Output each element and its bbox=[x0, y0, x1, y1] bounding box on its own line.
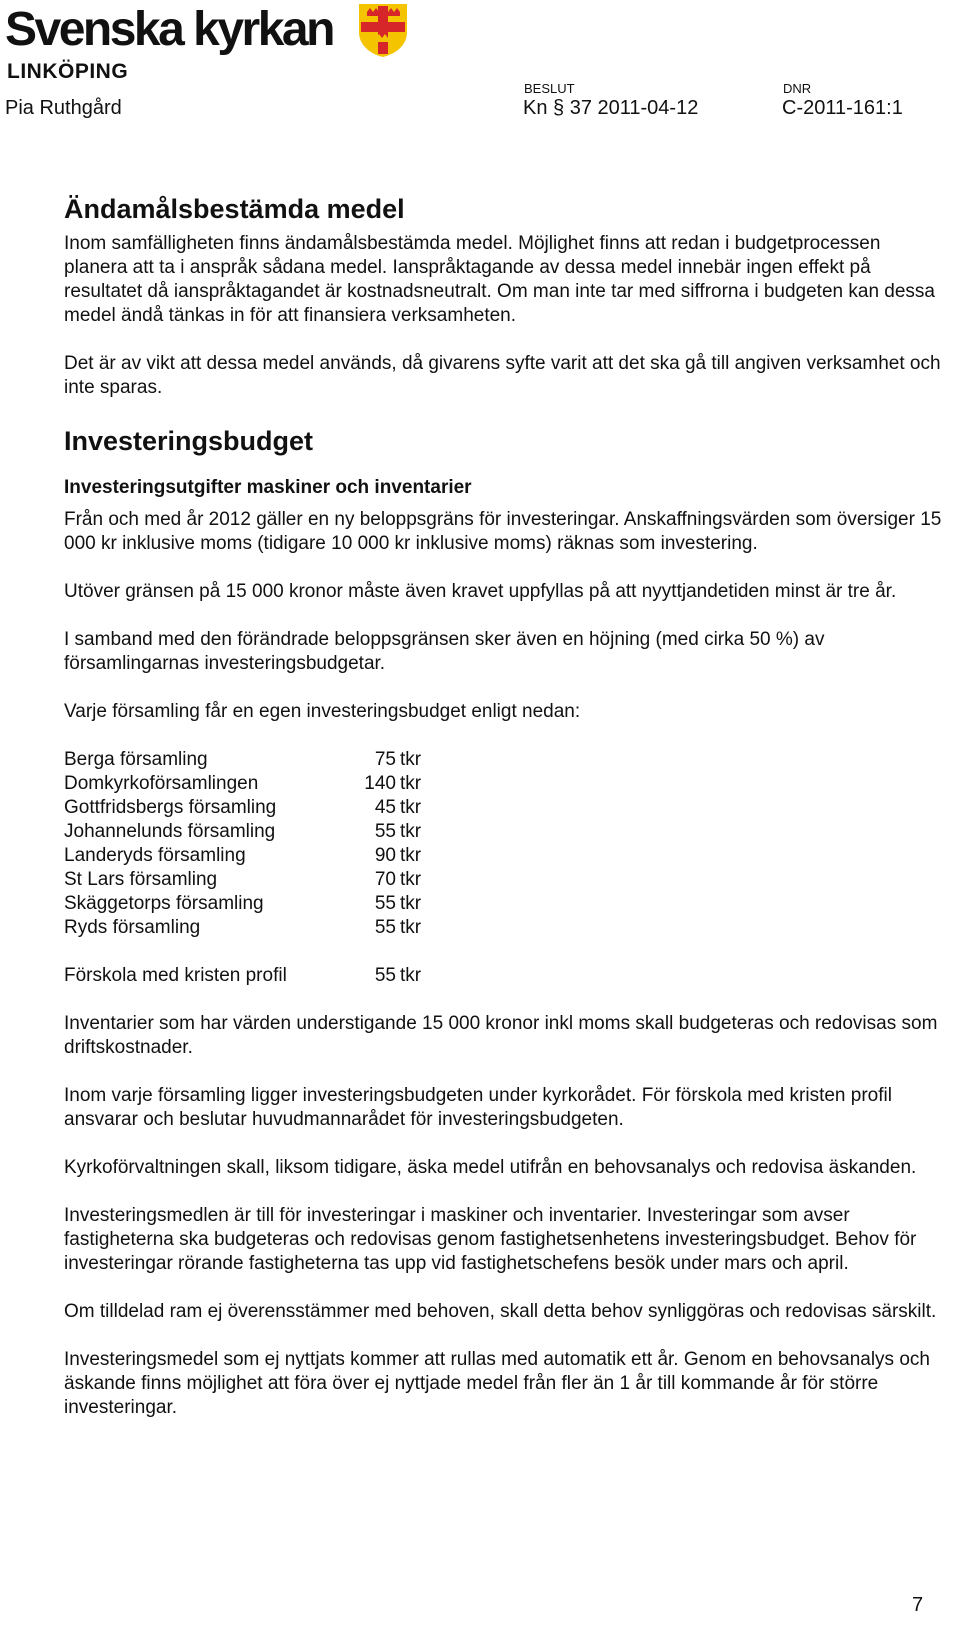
parish-name: Domkyrkoförsamlingen bbox=[64, 773, 259, 794]
parish-amount: 55 bbox=[374, 821, 396, 842]
parish-unit: tkr bbox=[400, 797, 422, 818]
parish-amount: 90 bbox=[374, 845, 396, 866]
dnr-label: DNR bbox=[783, 81, 812, 96]
subheading-investeringsutgifter: Investeringsutgifter maskiner och inventarier bbox=[64, 477, 472, 498]
preschool-unit: tkr bbox=[400, 965, 422, 986]
church-shield-icon bbox=[357, 2, 409, 58]
document-body bbox=[64, 192, 944, 1444]
preschool-name: Förskola med kristen profil bbox=[64, 965, 287, 986]
parish-unit: tkr bbox=[400, 845, 422, 866]
logo-city: LINKÖPING bbox=[7, 60, 129, 83]
parish-unit: tkr bbox=[400, 749, 422, 770]
parish-unit: tkr bbox=[400, 917, 422, 938]
table-row bbox=[64, 868, 421, 892]
parish-amount: 140 bbox=[364, 773, 396, 794]
paragraph: Varje församling får en egen investeringsbudget enligt nedan: bbox=[64, 701, 581, 722]
author-name: Pia Ruthgård bbox=[5, 97, 122, 119]
paragraph: Inventarier som har värden understigande 15 000 kronor inkl moms skall budgeteras och redovisas som driftskostnader. bbox=[64, 1013, 938, 1058]
parish-amount: 55 bbox=[374, 917, 396, 938]
table-row bbox=[64, 796, 421, 820]
parish-name: Berga församling bbox=[64, 749, 208, 770]
table-row bbox=[64, 772, 421, 796]
table-row bbox=[64, 916, 421, 940]
table-row bbox=[64, 820, 421, 844]
parish-name: Gottfridsbergs församling bbox=[64, 797, 277, 818]
table-spacer bbox=[64, 940, 421, 964]
dnr-value: C-2011-161:1 bbox=[782, 97, 903, 119]
parish-amount: 55 bbox=[374, 893, 396, 914]
paragraph: Utöver gränsen på 15 000 kronor måste även kravet uppfyllas på att nyyttjandetiden minst är tre år. bbox=[64, 581, 897, 602]
paragraph: Investeringsmedlen är till för investeringar i maskiner och inventarier. Investeringar som avser fastigheterna ska budgeteras och redovisas genom fastighetsenhetens investeringsbudget. Behov för investeringar rörande fastigheterna tas upp vid fastighetschefens besök under mars och april. bbox=[64, 1205, 917, 1274]
paragraph: Inom varje församling ligger investeringsbudgeten under kyrkorådet. För förskola med kristen profil ansvarar och beslutar huvudmannarådet för investeringsbudgeten. bbox=[64, 1085, 892, 1130]
parish-unit: tkr bbox=[400, 869, 422, 890]
beslut-label: BESLUT bbox=[524, 81, 575, 96]
paragraph: Det är av vikt att dessa medel används, då givarens syfte varit att det ska gå till angiven verksamhet och inte sparas. bbox=[64, 353, 941, 398]
parish-name: Skäggetorps församling bbox=[64, 893, 264, 914]
paragraph: Inom samfälligheten finns ändamålsbestämda medel. Möjlighet finns att redan i budgetprocessen planera att ta i anspråk sådana medel. Ianspråktagande av dessa medel innebär ingen effekt på resultatet då ianspråktagandet är kostnadsneutralt. Om man inte tar med siffrorna i budgeten kan dessa medel ändå tänkas in för att finansiera verksamheten. bbox=[64, 233, 935, 326]
paragraph: Kyrkoförvaltningen skall, liksom tidigare, äska medel utifrån en behovsanalys och redovisa äskanden. bbox=[64, 1157, 917, 1178]
paragraph: Investeringsmedel som ej nyttjats kommer att rullas med automatik ett år. Genom en behovsanalys och äskande finns möjlighet att föra över ej nyttjade medel från fler än 1 år till kommande år för större investeringar. bbox=[64, 1349, 930, 1418]
paragraph: I samband med den förändrade beloppsgränsen sker även en höjning (med cirka 50 %) av församlingarnas investeringsbudgetar. bbox=[64, 629, 825, 674]
parish-name: Landeryds församling bbox=[64, 845, 246, 866]
heading-andamal: Ändamålsbestämda medel bbox=[64, 194, 405, 224]
parish-name: Ryds församling bbox=[64, 917, 201, 938]
svenska-kyrkan-logo bbox=[5, 2, 425, 86]
heading-investeringsbudget: Investeringsbudget bbox=[64, 426, 314, 456]
parish-amount: 45 bbox=[374, 797, 396, 818]
parish-unit: tkr bbox=[400, 773, 422, 794]
beslut-value: Kn § 37 2011-04-12 bbox=[523, 97, 699, 119]
parish-name: Johannelunds församling bbox=[64, 821, 276, 842]
parish-unit: tkr bbox=[400, 821, 422, 842]
parish-unit: tkr bbox=[400, 893, 422, 914]
table-row bbox=[64, 964, 421, 988]
table-row bbox=[64, 844, 421, 868]
paragraph: Om tilldelad ram ej överensstämmer med behoven, skall detta behov synliggöras och redovisas särskilt. bbox=[64, 1301, 937, 1322]
page-number: 7 bbox=[912, 1594, 924, 1616]
paragraph: Från och med år 2012 gäller en ny beloppsgräns för investeringar. Anskaffningsvärden som översiger 15 000 kr inklusive moms (tidigare 10 000 kr inklusive moms) räknas som investering. bbox=[64, 509, 942, 554]
logo-wordmark: Svenska kyrkan bbox=[5, 3, 333, 56]
allocation-table bbox=[64, 748, 421, 988]
parish-amount: 70 bbox=[374, 869, 396, 890]
table-row bbox=[64, 892, 421, 916]
parish-amount: 75 bbox=[374, 749, 396, 770]
parish-name: St Lars församling bbox=[64, 869, 218, 890]
table-row bbox=[64, 748, 421, 772]
preschool-amount: 55 bbox=[374, 965, 396, 986]
